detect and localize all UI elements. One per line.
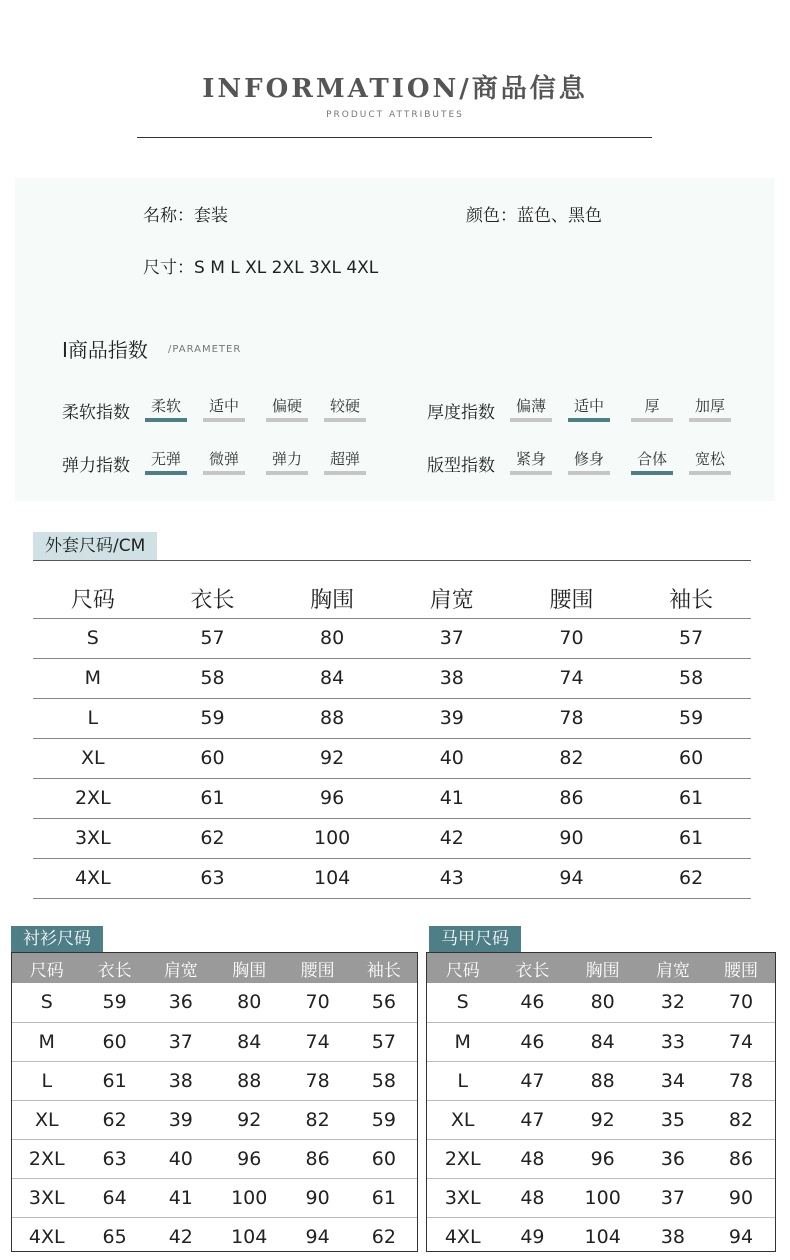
table-cell: M (12, 1022, 82, 1061)
table-cell: 2XL (33, 778, 153, 818)
elasticity-option: 无弹 (145, 448, 187, 475)
table-cell: 58 (351, 1061, 417, 1100)
softness-option: 适中 (203, 395, 245, 422)
table-row (33, 818, 751, 858)
table-header-row (33, 580, 751, 618)
fit-option: 修身 (568, 448, 610, 475)
table-cell: 90 (707, 1178, 775, 1217)
thickness-option: 偏薄 (510, 395, 552, 422)
page-title: INFORMATION/商品信息 (202, 74, 588, 104)
table-cell: M (33, 658, 153, 698)
table-row (33, 858, 751, 898)
table-cell: 58 (153, 658, 273, 698)
table-cell: 37 (639, 1178, 707, 1217)
table-cell: 39 (148, 1100, 214, 1139)
table-cell: 47 (498, 1100, 566, 1139)
table-cell: 80 (566, 983, 639, 1022)
column-header: 腰围 (707, 953, 775, 983)
table-row (427, 1061, 775, 1100)
table-cell: 90 (285, 1178, 351, 1217)
table-cell: 57 (631, 618, 751, 658)
table-cell: 61 (82, 1061, 148, 1100)
column-header: 袖长 (631, 580, 751, 618)
table-cell: 96 (214, 1139, 285, 1178)
fit-option: 紧身 (510, 448, 552, 475)
table-row (12, 1022, 417, 1061)
parameter-heading: I商品指数 (62, 338, 148, 362)
softness-option: 较硬 (324, 395, 366, 422)
table-cell: 60 (631, 738, 751, 778)
vest-size-table (427, 953, 775, 1256)
table-row (427, 1217, 775, 1256)
table-cell: 84 (272, 658, 392, 698)
table-cell: S (33, 618, 153, 658)
table-cell: 78 (707, 1061, 775, 1100)
table-cell: 36 (639, 1139, 707, 1178)
table-row (427, 1022, 775, 1061)
vest-size-box (426, 952, 776, 1252)
table-cell: 62 (82, 1100, 148, 1139)
column-header: 胸围 (566, 953, 639, 983)
table-cell: 3XL (12, 1178, 82, 1217)
table-cell: 61 (631, 778, 751, 818)
table-cell: 86 (512, 778, 632, 818)
product-color: 颜色：蓝色、黑色 (466, 206, 602, 226)
table-cell: 96 (272, 778, 392, 818)
table-cell: 4XL (444, 1225, 481, 1248)
table-cell: 2XL (12, 1139, 82, 1178)
thickness-option: 厚 (631, 395, 673, 422)
table-cell: 58 (631, 658, 751, 698)
table-cell: 43 (392, 858, 512, 898)
table-row (427, 1178, 775, 1217)
parameter-subheading: /PARAMETER (168, 344, 242, 355)
table-cell: 57 (351, 1022, 417, 1061)
table-cell: 63 (153, 858, 273, 898)
table-cell: L (427, 1061, 498, 1100)
table-cell: 48 (498, 1178, 566, 1217)
table-cell: 74 (707, 1022, 775, 1061)
table-cell: 39 (392, 698, 512, 738)
table-cell: 37 (148, 1022, 214, 1061)
table-row (427, 1139, 775, 1178)
table-cell: S (427, 983, 498, 1022)
table-cell: 46 (498, 983, 566, 1022)
shirt-size-tag: 衬衫尺码 (11, 926, 103, 952)
table-cell: 88 (272, 698, 392, 738)
table-cell: 37 (392, 618, 512, 658)
table-cell: 100 (566, 1178, 639, 1217)
thickness-option: 适中 (568, 395, 610, 422)
table-cell: 82 (707, 1100, 775, 1139)
table-cell: 61 (631, 818, 751, 858)
table-cell: 60 (351, 1139, 417, 1178)
table-cell: 96 (566, 1139, 639, 1178)
table-cell: 42 (392, 818, 512, 858)
table-cell: 35 (639, 1100, 707, 1139)
table-cell: 41 (392, 778, 512, 818)
table-cell: 86 (285, 1139, 351, 1178)
table-cell: 3XL (33, 818, 153, 858)
table-row (427, 983, 775, 1022)
table-row (12, 1139, 417, 1178)
table-cell: 92 (272, 738, 392, 778)
table-cell: 38 (148, 1061, 214, 1100)
column-header: 肩宽 (639, 953, 707, 983)
elasticity-option: 微弹 (203, 448, 245, 475)
table-cell: 94 (305, 1225, 330, 1248)
table-row (33, 658, 751, 698)
table-cell: 49 (520, 1225, 545, 1248)
table-cell: 94 (728, 1225, 754, 1248)
table-header-row (427, 953, 775, 983)
table-cell: XL (427, 1100, 498, 1139)
table-cell: XL (33, 738, 153, 778)
table-row (33, 778, 751, 818)
table-cell: 78 (512, 698, 632, 738)
softness-option: 偏硬 (266, 395, 308, 422)
table-cell: 82 (285, 1100, 351, 1139)
table-cell: 104 (584, 1225, 621, 1248)
table-cell: 78 (285, 1061, 351, 1100)
table-cell: 84 (214, 1022, 285, 1061)
table-cell: 60 (82, 1022, 148, 1061)
fit-option: 宽松 (689, 448, 731, 475)
table-header-row (12, 953, 417, 983)
column-header: 胸围 (214, 953, 285, 983)
thickness-option: 加厚 (689, 395, 731, 422)
table-cell: 40 (392, 738, 512, 778)
coat-size-tag: 外套尺码/CM (33, 532, 157, 560)
table-cell: 32 (639, 983, 707, 1022)
table-cell: 47 (498, 1061, 566, 1100)
table-cell: 4XL (33, 858, 153, 898)
product-name: 名称：套装 (143, 206, 228, 226)
table-cell: 80 (214, 983, 285, 1022)
table-cell: 61 (153, 778, 273, 818)
elasticity-label: 弹力指数 (62, 456, 130, 476)
table-cell: 61 (351, 1178, 417, 1217)
page-subtitle: PRODUCT ATTRIBUTES (326, 110, 464, 120)
table-cell: 3XL (427, 1178, 498, 1217)
product-size: 尺寸：S M L XL 2XL 3XL 4XL (143, 258, 379, 278)
table-cell: 34 (639, 1061, 707, 1100)
column-header: 肩宽 (148, 953, 214, 983)
fit-label: 版型指数 (427, 456, 495, 476)
table-row (33, 618, 751, 658)
table-cell: 38 (660, 1225, 686, 1248)
table-row (12, 1178, 417, 1217)
table-cell: 57 (153, 618, 273, 658)
column-header: 衣长 (82, 953, 148, 983)
table-cell: M (427, 1022, 498, 1061)
shirt-size-table (12, 953, 417, 1256)
shirt-size-box (11, 952, 418, 1252)
table-cell: 59 (153, 698, 273, 738)
table-row (12, 1100, 417, 1139)
table-row (12, 983, 417, 1022)
table-row (427, 1100, 775, 1139)
table-cell: 104 (231, 1225, 268, 1248)
column-header: 腰围 (285, 953, 351, 983)
table-cell: 100 (272, 818, 392, 858)
column-header: 腰围 (512, 580, 632, 618)
table-cell: 56 (351, 983, 417, 1022)
table-cell: 74 (285, 1022, 351, 1061)
table-cell: L (12, 1061, 82, 1100)
table-cell: 59 (82, 983, 148, 1022)
column-header: 肩宽 (392, 580, 512, 618)
table-cell: 63 (82, 1139, 148, 1178)
elasticity-option: 超弹 (324, 448, 366, 475)
softness-label: 柔软指数 (62, 403, 130, 423)
column-header: 衣长 (498, 953, 566, 983)
softness-option: 柔软 (145, 395, 187, 422)
column-header: 衣长 (153, 580, 273, 618)
table-cell: 48 (498, 1139, 566, 1178)
table-row (12, 1061, 417, 1100)
table-cell: 62 (631, 858, 751, 898)
table-cell: 90 (512, 818, 632, 858)
table-cell: 70 (285, 983, 351, 1022)
table-cell: 104 (272, 858, 392, 898)
table-cell: 92 (214, 1100, 285, 1139)
column-header: 尺码 (427, 953, 498, 983)
elasticity-option: 弹力 (266, 448, 308, 475)
title-divider (137, 137, 652, 138)
column-header: 尺码 (33, 580, 153, 618)
table-cell: 84 (566, 1022, 639, 1061)
table-cell: L (33, 698, 153, 738)
coat-size-table (33, 580, 751, 899)
table-cell: 62 (371, 1225, 396, 1248)
vest-size-tag: 马甲尺码 (429, 926, 521, 952)
table-row (33, 698, 751, 738)
table-row (12, 1217, 417, 1256)
table-cell: 80 (272, 618, 392, 658)
table-cell: 86 (707, 1139, 775, 1178)
table-row (33, 738, 751, 778)
table-cell: 94 (512, 858, 632, 898)
table-cell: 74 (512, 658, 632, 698)
table-cell: 92 (566, 1100, 639, 1139)
table-cell: 70 (707, 983, 775, 1022)
column-header: 袖长 (351, 953, 417, 983)
table-cell: 38 (392, 658, 512, 698)
table-cell: 4XL (28, 1225, 65, 1248)
table-cell: 88 (214, 1061, 285, 1100)
coat-divider (33, 560, 751, 561)
table-cell: 88 (566, 1061, 639, 1100)
table-cell: XL (12, 1100, 82, 1139)
table-cell: 40 (148, 1139, 214, 1178)
table-cell: 59 (351, 1100, 417, 1139)
table-cell: 42 (168, 1225, 193, 1248)
column-header: 胸围 (272, 580, 392, 618)
table-cell: 33 (639, 1022, 707, 1061)
table-cell: 46 (498, 1022, 566, 1061)
table-cell: 62 (153, 818, 273, 858)
table-cell: 100 (214, 1178, 285, 1217)
table-cell: 70 (512, 618, 632, 658)
fit-option: 合体 (631, 448, 673, 475)
table-cell: 65 (102, 1225, 127, 1248)
table-cell: 36 (148, 983, 214, 1022)
table-cell: 59 (631, 698, 751, 738)
thickness-label: 厚度指数 (427, 403, 495, 423)
table-cell: 41 (148, 1178, 214, 1217)
table-cell: 2XL (427, 1139, 498, 1178)
table-cell: 60 (153, 738, 273, 778)
table-cell: 82 (512, 738, 632, 778)
table-cell: S (12, 983, 82, 1022)
table-cell: 64 (82, 1178, 148, 1217)
column-header: 尺码 (12, 953, 82, 983)
